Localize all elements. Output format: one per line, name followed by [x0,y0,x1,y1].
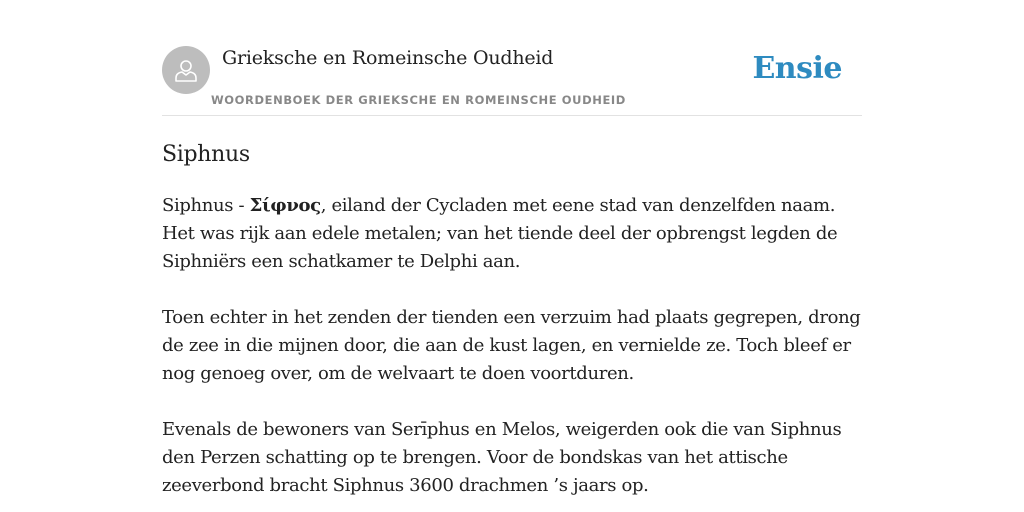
entry-paragraph-3: Evenals de bewoners van Serīphus en Melos, weigerden ook die van Siphnus den Perzen schatting op te brengen. Voor de bondskas van het attische zeeverbond bracht Siphnus 3600 drachmen ’s jaars op. [162,419,842,496]
entry-title: Siphnus [162,142,250,167]
entry-body [162,192,868,512]
avatar[interactable] [162,46,210,94]
user-icon [172,56,200,84]
entry-paragraph-1 [162,192,868,276]
source-title-link[interactable]: Grieksche en Romeinsche Oudheid [222,47,554,69]
source-subtitle[interactable]: WOORDENBOEK DER GRIEKSCHE EN ROMEINSCHE OUDHEID [211,93,626,107]
greek-term: Σίφνος [249,195,321,216]
source-header [162,46,862,116]
entry-paragraph-2: Toen echter in het zenden der tienden een verzuim had plaats gegrepen, drong de zee in die mijnen door, die aan de kust lagen, en vernielde ze. Toch bleef er nog genoeg over, om de welvaart te doen voortduren. [162,307,861,384]
entry-paragraph-1-text: , eiland der Cycladen met eene stad van denzelfden naam. Het was rijk aan edele metalen; van het tiende deel der opbrengst legden de Siphniërs een schatkamer te Delphi aan. [162,195,838,272]
header-divider [162,115,862,116]
brand-logo-link[interactable]: Ensie [752,51,842,86]
entry-term: Siphnus - [162,195,250,216]
